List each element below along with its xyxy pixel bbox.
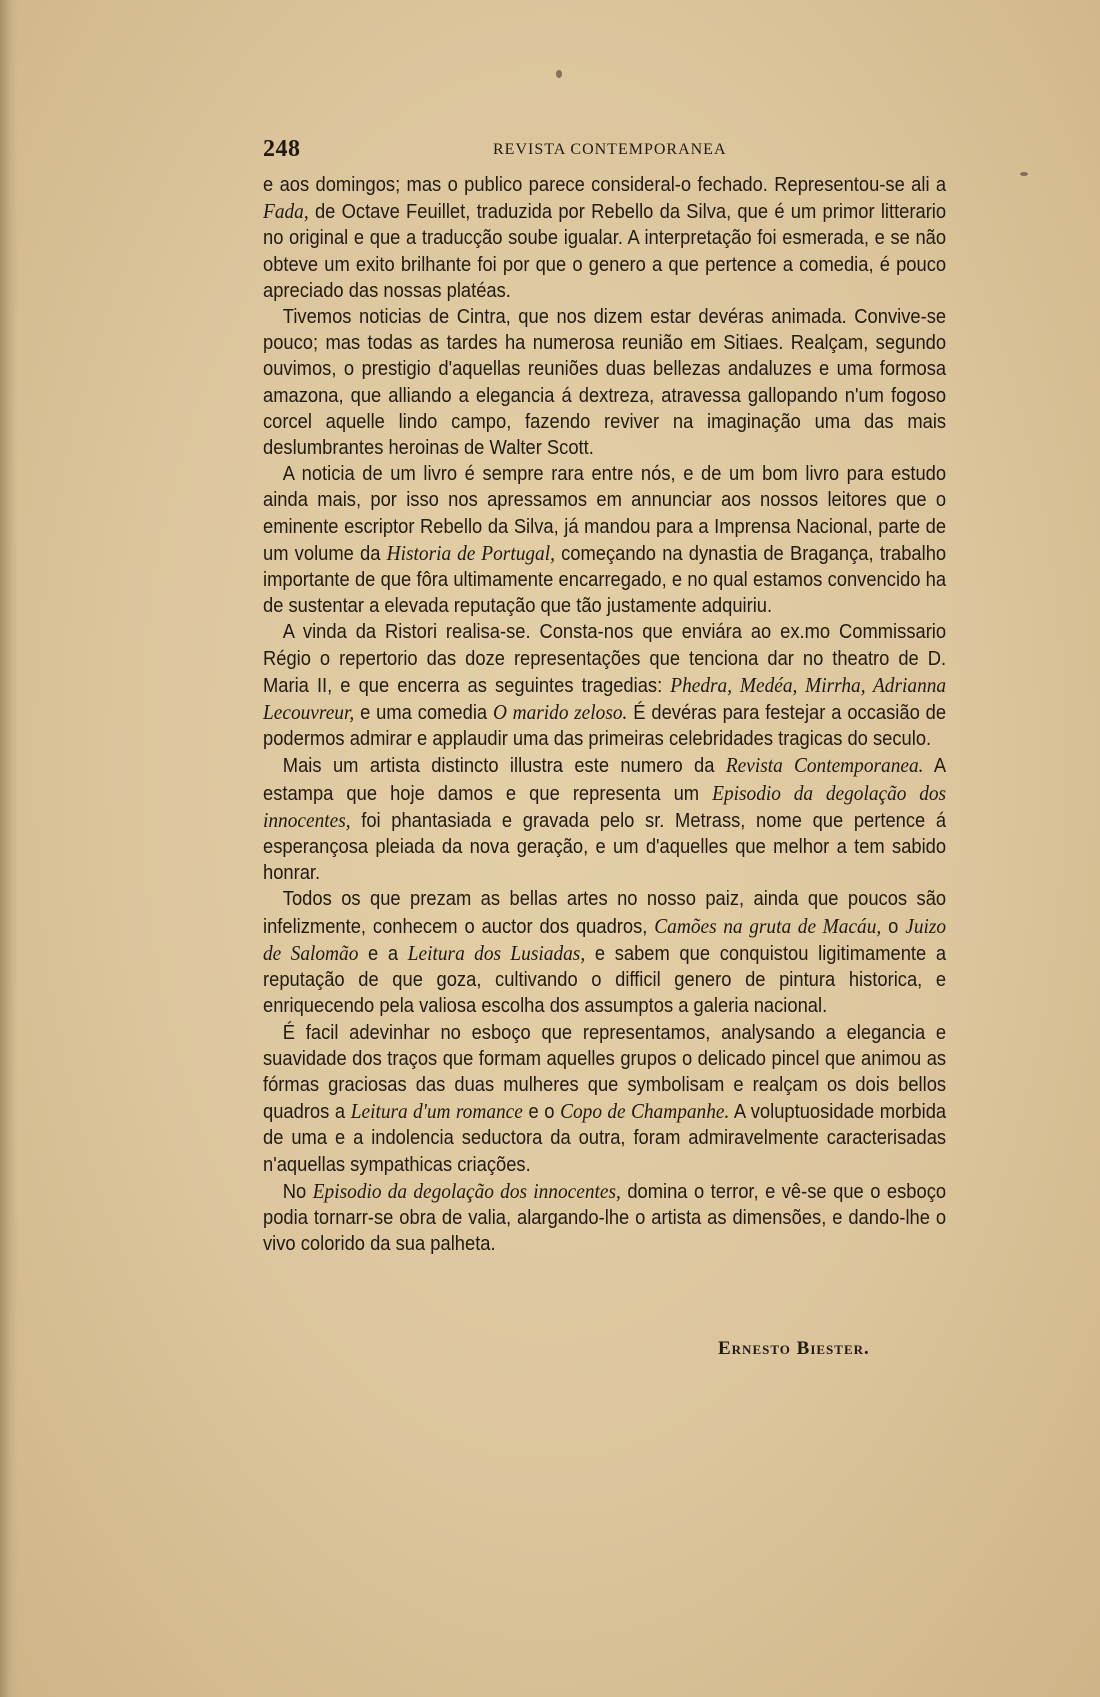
italic-title: Juizo de Salomão <box>263 913 947 965</box>
italic-title: Leitura dos Lusiadas, <box>407 940 586 965</box>
italic-title: Camões na gruta de Macáu, <box>654 913 882 938</box>
text-run: e aos domingos; mas o publico parece consideral-o fechado. Representou-se ali a <box>263 174 947 196</box>
text-run: Todos os que prezam as bellas artes no nosso paiz, ainda que poucos são infelizmente, conhecem o auctor dos quadros, <box>263 888 947 938</box>
italic-title: Revista Contemporanea. <box>725 753 924 778</box>
paragraph <box>263 461 946 619</box>
italic-title: Episodio da degolação dos innocentes, <box>263 780 947 832</box>
paragraph <box>263 886 946 1019</box>
paragraph <box>263 619 946 752</box>
italic-title: Phedra, Medéa, Mirrha, Adrianna Lecouvreur, <box>263 672 947 725</box>
text-run: No <box>282 1180 313 1203</box>
text-run: A vinda da Ristori realisa-se. Consta-nos que enviára ao ex.mo Commissario Régio o repertorio das doze representações que tenciona dar no theatro de D. Maria II, e que encerra as seguintes tragedias: <box>263 621 947 697</box>
italic-title: Leitura d'um romance <box>350 1099 523 1124</box>
paragraph <box>263 304 946 461</box>
article-body <box>263 172 946 1257</box>
ink-speck <box>1020 172 1028 176</box>
text-run: É devéras para festejar a occasião de podermos admirar e applaudir uma das primeiras celebridades tragicas do seculo. <box>263 702 947 751</box>
italic-title: Episodio da degolação dos innocentes, <box>312 1178 621 1203</box>
italic-title: Historia de Portugal, <box>386 540 555 565</box>
italic-title: Copo de Champanhe. <box>560 1099 730 1124</box>
text-run: A estampa que hoje damos e que representa um <box>263 755 947 805</box>
text-run: de Octave Feuillet, traduzida por Rebello da Silva, que é um primor litterario no original e que a traducção soube igualar. A interpretação foi esmerada, e se não obteve um exito brilhante foi por que o genero a que pertence a comedia, é pouco apreciado das nossas platéas. <box>263 201 947 302</box>
ink-speck <box>556 70 562 78</box>
italic-title: Fada, <box>263 199 309 224</box>
text-run: Tivemos noticias de Cintra, que nos dizem estar devéras animada. Convive-se pouco; mas todas as tardes ha numerosa reunião em Sitiaes. Realçam, segundo ouvimos, o prestigio d'aquellas reuniões duas bellezas andaluzes e uma formosa amazona, que alliando a elegancia á dextreza, atravessa gallopando n'um fogoso corcel aquelle lindo campo, fazendo reviver na imaginação uma das mais deslumbrantes heroinas de Walter Scott. <box>263 306 947 460</box>
page-edge-shadow <box>0 0 18 1697</box>
paragraph <box>263 1178 946 1258</box>
text-run: É facil adevinhar no esboço que representamos, analysando a elegancia e suavidade dos traços que formam aquelles grupos o delicado pincel que animou as fórmas graciosas das duas mulheres que symbolisam e realçam os dois bellos quadros a <box>263 1021 947 1124</box>
italic-title: O marido zeloso. <box>493 700 628 725</box>
text-run: foi phantasiada e gravada pelo sr. Metrass, nome que pertence á esperançosa pleiada da nova geração, e um d'aquelles que melhor a tem sabido honrar. <box>263 809 947 885</box>
text-run: e a <box>358 942 408 965</box>
text-run: Mais um artista distincto illustra este numero da <box>282 755 726 778</box>
paragraph <box>263 172 946 304</box>
text-run: e uma comedia <box>354 702 494 725</box>
text-run: o <box>881 915 906 938</box>
page-header <box>263 136 935 166</box>
text-run: e sabem que conquistou ligitimamente a reputação de que goza, cultivando o difficil genero de pintura historica, e enriquecendo pela valiosa escolha dos assumptos a galeria nacional. <box>263 942 947 1018</box>
text-run: e o <box>522 1101 561 1124</box>
text-run: A noticia de um livro é sempre rara entre nós, e de um bom livro para estudo ainda mais, por isso nos apressamos em annunciar aos nossos leitores que o eminente escriptor Rebello da Silva, já mandou para a Imprensa Nacional, parte de um volume da <box>263 463 947 565</box>
page-number: 248 <box>263 136 301 162</box>
paragraph <box>263 1020 946 1178</box>
paragraph <box>263 752 946 886</box>
author-signature: Ernesto Biester. <box>718 1338 870 1359</box>
text-run: domina o terror, e vê-se que o esboço podia tornarr-se obra de valia, alargando-lhe o artista as dimensões, e dando-lhe o vivo colorido da sua palheta. <box>263 1180 947 1256</box>
text-run: começando na dynastia de Bragança, trabalho importante de que fôra ultimamente encarregado, e no qual estamos convencido ha de sustentar a elevada reputação que tão justamente adquiriu. <box>263 542 947 618</box>
text-run: A voluptuosidade morbida de uma e a indolencia seductora da outra, foram admiravelmente caracterisadas n'aquellas sympathicas criações. <box>263 1101 947 1176</box>
running-title: REVISTA CONTEMPORANEA <box>493 141 727 158</box>
